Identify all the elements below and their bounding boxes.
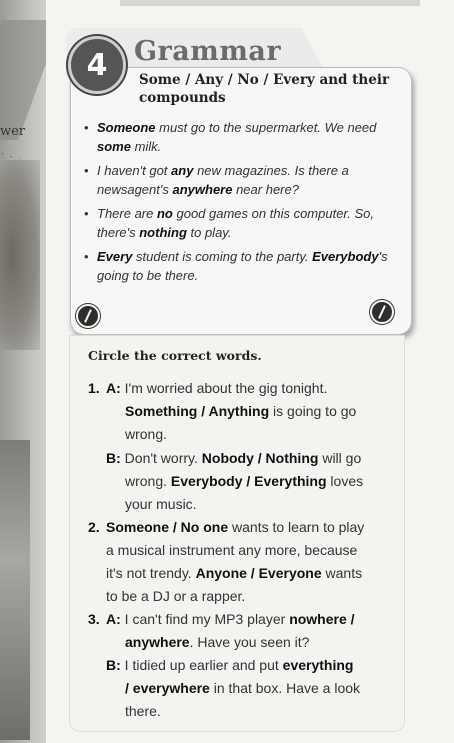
line-text: a musical instrument any more, because bbox=[106, 542, 358, 558]
word-choice[interactable]: Something / Anything bbox=[125, 403, 270, 419]
line-text: in that box. Have a look bbox=[209, 680, 361, 696]
exercise-line bbox=[106, 588, 245, 604]
exercise-line bbox=[125, 680, 360, 696]
word-choice[interactable]: nowhere / bbox=[289, 611, 355, 627]
grammar-example bbox=[82, 161, 400, 199]
example-keyword: no bbox=[156, 206, 173, 221]
word-choice[interactable]: Someone / No one bbox=[106, 519, 229, 535]
exercise-line bbox=[106, 542, 357, 558]
word-choice[interactable]: Nobody / Nothing bbox=[201, 450, 319, 466]
example-keyword: Everybody bbox=[312, 249, 379, 264]
word-choice[interactable]: Anyone / Everyone bbox=[195, 565, 322, 581]
line-text: is going to go bbox=[269, 403, 357, 419]
speaker-label: A: bbox=[106, 611, 121, 627]
line-text: . Have you seen it? bbox=[189, 634, 310, 650]
line-text: wants to learn to play bbox=[228, 519, 365, 535]
exercise-line bbox=[106, 565, 362, 581]
exercise-line bbox=[125, 473, 363, 489]
example-text: milk. bbox=[130, 139, 162, 154]
cut-off-top-text bbox=[120, 0, 420, 6]
line-text: wants bbox=[321, 565, 363, 581]
line-text: it's not trendy. bbox=[106, 565, 196, 581]
item-number: 2. bbox=[88, 519, 100, 535]
word-choice[interactable]: anywhere bbox=[125, 634, 190, 650]
line-text: Don't worry. bbox=[120, 450, 202, 466]
word-choice[interactable]: / everywhere bbox=[125, 680, 210, 696]
exercise-line bbox=[125, 496, 197, 512]
example-keyword: some bbox=[97, 139, 131, 154]
line-text: I can't find my MP3 player bbox=[120, 611, 290, 627]
example-text: 's going to be there. bbox=[97, 249, 388, 283]
example-keyword: Every bbox=[97, 249, 133, 264]
item-number: 1. bbox=[88, 380, 100, 396]
previous-page-photo bbox=[0, 160, 40, 350]
line-text: your music. bbox=[125, 496, 197, 512]
previous-page-small-fragment: ' - . bbox=[2, 152, 23, 161]
example-keyword: anywhere bbox=[172, 182, 233, 197]
grammar-example bbox=[82, 118, 400, 156]
exercise-instruction: Circle the correct words. bbox=[88, 348, 262, 363]
line-text: wrong. bbox=[125, 426, 168, 442]
example-keyword: nothing bbox=[139, 225, 187, 240]
line-text: to be a DJ or a rapper. bbox=[106, 588, 246, 604]
speaker-label: B: bbox=[106, 657, 121, 673]
exercise-line bbox=[106, 611, 355, 627]
pencil-circle-icon bbox=[76, 304, 100, 328]
word-choice[interactable]: Everybody / Everything bbox=[170, 473, 327, 489]
line-text: I'm worried about the gig tonight. bbox=[120, 380, 328, 396]
line-text: I tidied up earlier and put bbox=[120, 657, 283, 673]
exercise-line bbox=[106, 657, 353, 673]
line-text: there. bbox=[125, 703, 161, 719]
section-subtitle: Some / Any / No / Every and their compounds bbox=[139, 72, 390, 106]
word-choice[interactable]: everything bbox=[282, 657, 354, 673]
previous-page-photo-lower bbox=[0, 440, 30, 740]
speaker-label: A: bbox=[106, 380, 121, 396]
example-text: There are bbox=[97, 206, 157, 221]
example-keyword: Someone bbox=[97, 120, 156, 135]
grammar-example bbox=[82, 247, 400, 285]
exercise-line bbox=[125, 403, 356, 419]
previous-page-text-fragment: wer bbox=[0, 124, 26, 139]
example-text: near here? bbox=[232, 182, 299, 197]
exercise-line bbox=[125, 426, 167, 442]
speaker-label: B: bbox=[106, 450, 121, 466]
exercise-line bbox=[106, 380, 327, 396]
example-text: to play. bbox=[186, 225, 232, 240]
item-number: 3. bbox=[88, 611, 100, 627]
example-text: good games on this computer. So, there's bbox=[97, 206, 375, 240]
example-text: new magazines. Is there a newsagent's bbox=[97, 163, 349, 197]
exercise-line bbox=[125, 703, 161, 719]
grammar-example bbox=[82, 204, 400, 242]
example-text: student is coming to the party. bbox=[132, 249, 313, 264]
exercise-line bbox=[106, 450, 361, 466]
example-text: must go to the supermarket. We need bbox=[155, 120, 377, 135]
line-text: will go bbox=[318, 450, 362, 466]
line-text: wrong. bbox=[125, 473, 171, 489]
pencil-circle-icon bbox=[370, 300, 394, 324]
unit-number-badge bbox=[68, 36, 126, 94]
grammar-examples-list bbox=[82, 118, 400, 290]
example-text: I haven't got bbox=[97, 163, 172, 178]
exercise-line bbox=[106, 519, 364, 535]
line-text: loves bbox=[326, 473, 364, 489]
exercise-line bbox=[125, 634, 309, 650]
unit-number: 4 bbox=[86, 47, 108, 83]
example-keyword: any bbox=[171, 163, 194, 178]
section-title: Grammar bbox=[134, 36, 282, 67]
